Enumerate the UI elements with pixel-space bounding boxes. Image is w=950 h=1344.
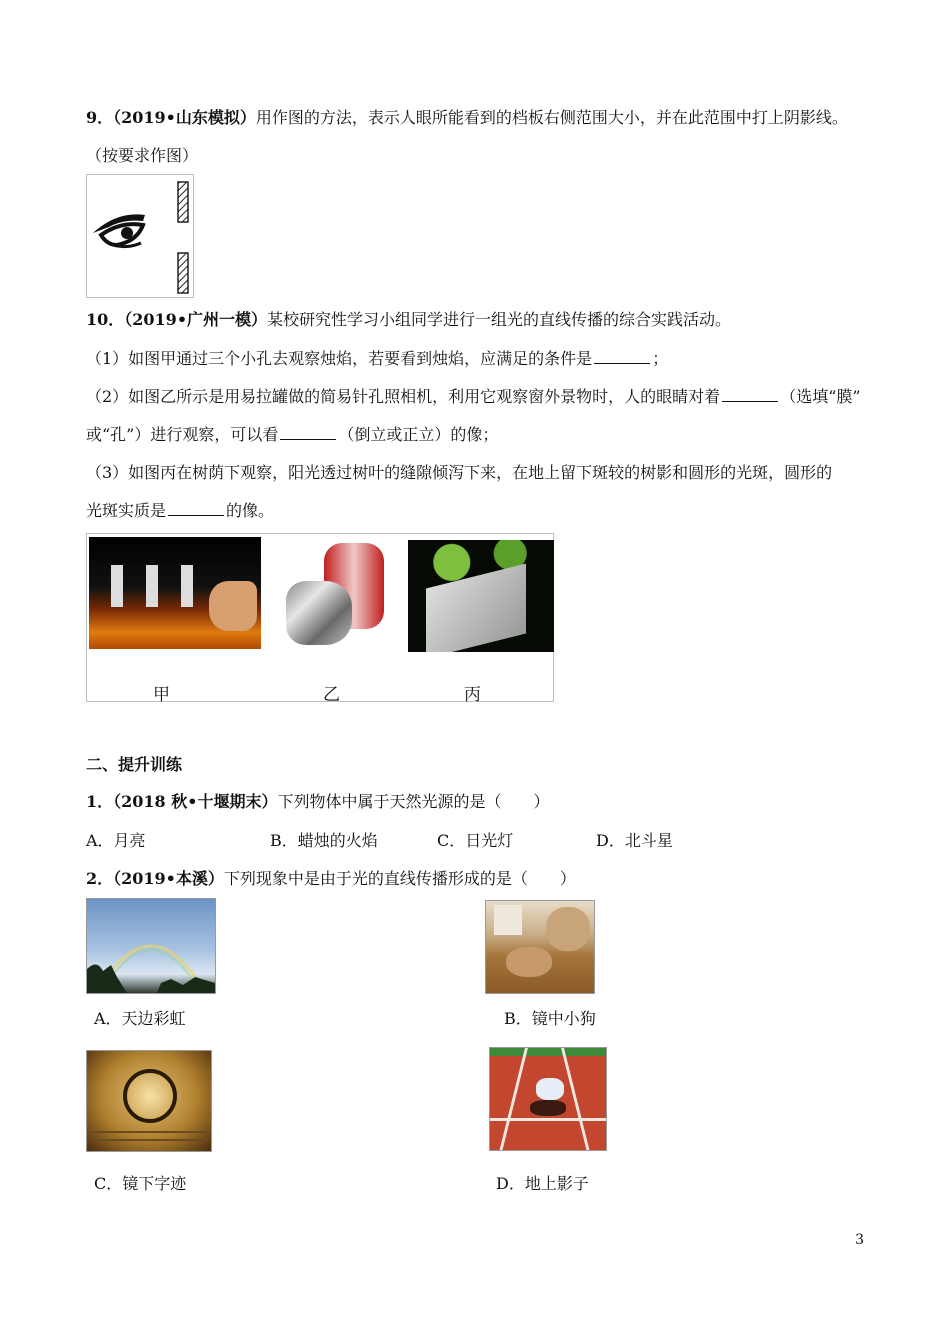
- s2q1-option-c[interactable]: C．日光灯: [437, 831, 514, 850]
- section-title: 二、提升训练: [86, 755, 183, 774]
- s2q1-source: （2018 秋•十堰期末）: [113, 792, 278, 811]
- image-dog-mirror[interactable]: [485, 900, 595, 994]
- answer-blank-4[interactable]: [168, 502, 224, 516]
- q9-figure: [86, 174, 194, 298]
- s2q1-text: 下列物体中属于天然光源的是（ ）: [277, 792, 550, 811]
- photo-candle-pinholes: [89, 537, 261, 649]
- q9-number: 9．: [86, 108, 114, 127]
- answer-blank-2[interactable]: [722, 388, 778, 402]
- s2q2-option-b[interactable]: B．镜中小狗: [504, 1009, 596, 1028]
- q10-part3: （3）如图丙在树荫下观察，阳光透过树叶的缝隙倾泻下来，在地上留下斑较的树影和圆形的光斑，圆形的: [86, 463, 833, 482]
- s2q2-option-d[interactable]: D．地上影子: [496, 1174, 589, 1193]
- q10-part3-cont: [86, 501, 274, 521]
- s2q2-source: （2019•本溪）: [113, 869, 224, 888]
- upper-barrier: [178, 182, 188, 222]
- answer-blank-3[interactable]: [280, 426, 336, 440]
- answer-blank-1[interactable]: [594, 350, 650, 364]
- q10-figure: [86, 533, 554, 705]
- q10-part2: [86, 387, 861, 407]
- s2q2-stem: [86, 869, 576, 889]
- q9-note: （按要求作图）: [86, 146, 199, 165]
- image-magnifier[interactable]: [86, 1050, 212, 1152]
- q10-part2-hint: （选填“膜”: [780, 387, 861, 406]
- q10-part1-end: ；: [652, 349, 669, 368]
- s2q1-number: 1．: [86, 792, 114, 811]
- q10-part1-text: （1）如图甲通过三个小孔去观察烛焰，若要看到烛焰，应满足的条件是: [86, 349, 593, 368]
- q10-number: 10．: [86, 310, 125, 329]
- q9-source: （2019•山东模拟）: [113, 108, 256, 127]
- s2q2-text: 下列现象中是由于光的直线传播形成的是（ ）: [223, 869, 576, 888]
- image-shadow[interactable]: [489, 1047, 607, 1151]
- q9-stem: [86, 108, 848, 128]
- eye-icon: [93, 214, 145, 246]
- caption-jia: 甲: [153, 685, 170, 705]
- q10-part2-text: （2）如图乙所示是用易拉罐做的简易针孔照相机，利用它观察窗外景物时，人的眼睛对着: [86, 387, 721, 406]
- s2q1-option-d[interactable]: D．北斗星: [596, 831, 673, 850]
- s2q1-option-b[interactable]: B．蜡烛的火焰: [270, 831, 378, 850]
- q10-part3-text: 光斑实质是: [86, 501, 167, 520]
- q10-stem: [86, 310, 731, 330]
- s2q2-number: 2．: [86, 869, 114, 888]
- s2q2-option-a[interactable]: A．天边彩虹: [94, 1009, 186, 1028]
- caption-bing: 丙: [464, 685, 481, 705]
- s2q1-option-a[interactable]: A．月亮: [86, 831, 146, 850]
- q10-part2-text2: 或“孔”）进行观察，可以看: [86, 425, 279, 444]
- eye-and-barrier-diagram: [87, 175, 193, 297]
- lower-barrier: [178, 253, 188, 293]
- image-rainbow[interactable]: [86, 898, 216, 994]
- q10-part1: [86, 349, 668, 369]
- page-number: 3: [855, 1232, 864, 1248]
- photo-can-camera: [282, 537, 392, 649]
- q10-part3-end: 的像。: [226, 501, 275, 520]
- s2q1-stem: [86, 792, 550, 812]
- photo-light-spots: [408, 540, 554, 652]
- q10-text: 某校研究性学习小组同学进行一组光的直线传播的综合实践活动。: [267, 310, 732, 329]
- q10-part2-cont: [86, 425, 498, 445]
- s2q2-option-c[interactable]: C．镜下字迹: [94, 1174, 187, 1193]
- q9-text: 用作图的方法，表示人眼所能看到的档板右侧范围大小，并在此范围中打上阴影线。: [255, 108, 848, 127]
- caption-yi: 乙: [323, 685, 340, 705]
- q10-source: （2019•广州一模）: [124, 310, 268, 329]
- q10-part2-end: （倒立或正立）的像；: [338, 425, 499, 444]
